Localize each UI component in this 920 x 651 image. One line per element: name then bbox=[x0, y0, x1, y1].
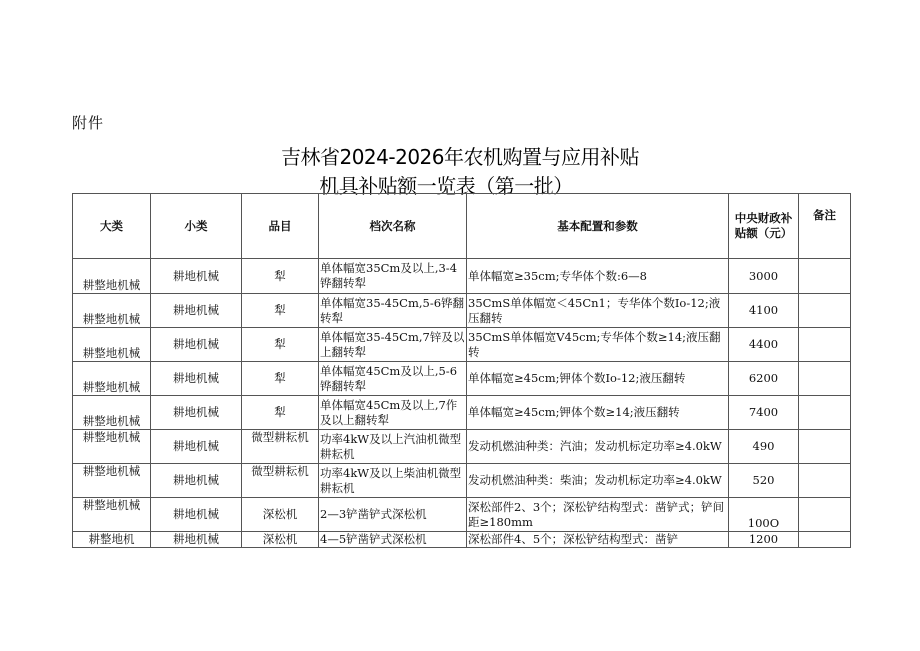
cell-grade: 单体幅宽35-45Cm,7锌及以上翻转犁 bbox=[319, 328, 467, 362]
cell-major: 耕整地机械 bbox=[73, 294, 151, 328]
cell-grade: 单体幅宽45Cm及以上,7作及以上翻转犁 bbox=[319, 396, 467, 430]
table-row bbox=[73, 328, 851, 362]
cell-subsidy: 4400 bbox=[729, 328, 799, 362]
header-minor: 小类 bbox=[151, 194, 242, 259]
cell-grade: 功率4kW及以上汽油机微型耕耘机 bbox=[319, 430, 467, 464]
cell-item: 微型耕耘机 bbox=[242, 430, 319, 464]
header-config: 基本配置和参数 bbox=[467, 194, 729, 259]
cell-minor: 耕地机械 bbox=[151, 362, 242, 396]
cell-minor: 耕地机械 bbox=[151, 498, 242, 532]
cell-remark bbox=[799, 464, 851, 498]
cell-config: 35CmS单体幅宽＜45Cn1；专华体个数Io-12;液压翻转 bbox=[467, 294, 729, 328]
cell-major: 耕整地机械 bbox=[73, 464, 151, 498]
header-grade: 档次名称 bbox=[319, 194, 467, 259]
table-header-row bbox=[73, 194, 851, 259]
cell-remark bbox=[799, 328, 851, 362]
cell-minor: 耕地机械 bbox=[151, 532, 242, 548]
cell-config: 深松部件4、5个；深松铲结构型式：凿铲 bbox=[467, 532, 729, 548]
cell-major: 耕整地机械 bbox=[73, 498, 151, 532]
document-title-line1: 吉林省2024-2026年农机购置与应用补贴 bbox=[280, 145, 639, 169]
header-item: 品目 bbox=[242, 194, 319, 259]
table-row bbox=[73, 362, 851, 396]
attachment-label: 附件 bbox=[72, 114, 105, 132]
table-row bbox=[73, 498, 851, 532]
table-row bbox=[73, 259, 851, 294]
cell-remark bbox=[799, 259, 851, 294]
cell-major: 耕整地机械 bbox=[73, 362, 151, 396]
cell-grade: 单体幅宽35-45Cm,5-6铧翻转犁 bbox=[319, 294, 467, 328]
table-row bbox=[73, 294, 851, 328]
cell-config: 深松部件2、3个；深松铲结构型式：凿铲式；铲间距≥180mm bbox=[467, 498, 729, 532]
header-remark: 备注 bbox=[799, 194, 851, 259]
cell-minor: 耕地机械 bbox=[151, 430, 242, 464]
cell-subsidy: 3000 bbox=[729, 259, 799, 294]
cell-config: 单体幅宽≥35cm;专华体个数:6—8 bbox=[467, 259, 729, 294]
table-row bbox=[73, 532, 851, 548]
cell-item: 深松机 bbox=[242, 498, 319, 532]
cell-config: 35CmS单体幅宽V45cm;专华体个数≥14;液压翻转 bbox=[467, 328, 729, 362]
cell-item: 犁 bbox=[242, 294, 319, 328]
cell-config: 发动机燃油种类：汽油；发动机标定功率≥4.0kW bbox=[467, 430, 729, 464]
cell-item: 犁 bbox=[242, 328, 319, 362]
cell-remark bbox=[799, 396, 851, 430]
cell-config: 发动机燃油种类：柴油；发动机标定功率≥4.0kW bbox=[467, 464, 729, 498]
cell-remark bbox=[799, 362, 851, 396]
cell-grade: 单体幅宽45Cm及以上,5-6铧翻转犁 bbox=[319, 362, 467, 396]
header-subsidy: 中央财政补贴额（元） bbox=[729, 194, 799, 259]
cell-item: 深松机 bbox=[242, 532, 319, 548]
cell-minor: 耕地机械 bbox=[151, 328, 242, 362]
cell-minor: 耕地机械 bbox=[151, 464, 242, 498]
cell-major: 耕整地机械 bbox=[73, 328, 151, 362]
cell-item: 犁 bbox=[242, 259, 319, 294]
cell-remark bbox=[799, 430, 851, 464]
cell-subsidy: 100O bbox=[729, 498, 799, 532]
cell-remark bbox=[799, 294, 851, 328]
cell-major: 耕整地机 bbox=[73, 532, 151, 548]
cell-item: 犁 bbox=[242, 396, 319, 430]
cell-subsidy: 6200 bbox=[729, 362, 799, 396]
cell-remark bbox=[799, 532, 851, 548]
cell-item: 微型耕耘机 bbox=[242, 464, 319, 498]
cell-item: 犁 bbox=[242, 362, 319, 396]
cell-major: 耕整地机械 bbox=[73, 396, 151, 430]
cell-major: 耕整地机械 bbox=[73, 259, 151, 294]
cell-subsidy: 490 bbox=[729, 430, 799, 464]
cell-grade: 功率4kW及以上柴油机微型耕耘机 bbox=[319, 464, 467, 498]
cell-minor: 耕地机械 bbox=[151, 396, 242, 430]
cell-subsidy: 4100 bbox=[729, 294, 799, 328]
header-major: 大类 bbox=[73, 194, 151, 259]
cell-grade: 2—3铲凿铲式深松机 bbox=[319, 498, 467, 532]
cell-config: 单体幅宽≥45cm;钾体个数≥14;液压翻转 bbox=[467, 396, 729, 430]
table-row bbox=[73, 396, 851, 430]
cell-major: 耕整地机械 bbox=[73, 430, 151, 464]
cell-subsidy: 7400 bbox=[729, 396, 799, 430]
cell-minor: 耕地机械 bbox=[151, 294, 242, 328]
cell-remark bbox=[799, 498, 851, 532]
cell-minor: 耕地机械 bbox=[151, 259, 242, 294]
cell-config: 单体幅宽≥45cm;钾体个数Io-12;液压翻转 bbox=[467, 362, 729, 396]
document-title-line2: 机具补贴额一览表（第一批） bbox=[319, 174, 573, 198]
table-row bbox=[73, 430, 851, 464]
subsidy-table bbox=[72, 193, 851, 548]
cell-subsidy: 520 bbox=[729, 464, 799, 498]
cell-grade: 4—5铲凿铲式深松机 bbox=[319, 532, 467, 548]
table-row bbox=[73, 464, 851, 498]
cell-subsidy: 1200 bbox=[729, 532, 799, 548]
cell-grade: 单体幅宽35Cm及以上,3-4铧翻转犁 bbox=[319, 259, 467, 294]
